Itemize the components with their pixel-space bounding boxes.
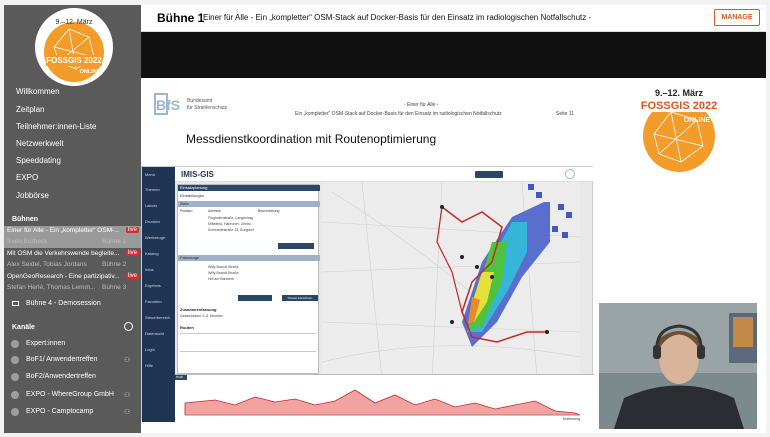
manage-button[interactable]: MANAGE	[714, 9, 760, 26]
nav-expo[interactable]: EXPO	[16, 173, 39, 182]
app-title: IMIS-GIS	[181, 170, 214, 179]
vehicle-row: Willy-Brandt-Straße	[208, 265, 239, 269]
slide-header-line1: - Einer für Alle -	[404, 102, 439, 108]
channel-avatar	[11, 340, 19, 348]
talk-title: Einer für Alle - Ein „kompletter“ OSM-Stack auf Docker-Basis für den Einsatz im radiologischen Notfallschutz -	[203, 13, 592, 22]
main-area	[141, 5, 766, 433]
stage-item-1[interactable]	[4, 226, 141, 237]
svg-text:9.–12. März: 9.–12. März	[55, 19, 93, 26]
table-header: Adresse	[208, 209, 221, 213]
imis-app-screenshot	[141, 166, 593, 421]
stages-header: Bühnen	[12, 216, 39, 223]
app-nav-item: Werkzeuge	[145, 235, 166, 240]
stage-title: OpenGeoResearch - Eine partizipativ...	[7, 273, 120, 280]
stage-name: Bühne 1	[157, 11, 205, 25]
app-nav-item: Ergebnis	[145, 283, 161, 288]
summary-text: Gesamtdauer 2:11 Stunden	[180, 314, 223, 318]
stage-speakers: Stefan Herlé, Thomas Lemm...	[7, 284, 96, 291]
map-view	[322, 182, 580, 379]
vehicle-row: Willy-Brandt-Straße	[208, 271, 239, 275]
channel-avatar	[11, 356, 19, 364]
nav-willkommen[interactable]: Willkommen	[16, 87, 60, 96]
app-nav-item: Drucken	[145, 219, 160, 224]
divider	[180, 351, 316, 352]
fossgis-logo[interactable]	[34, 7, 114, 87]
app-nav-item: Infos	[145, 267, 154, 272]
sidebar	[4, 5, 141, 433]
app-nav-item: Menü	[145, 172, 156, 177]
users-icon: ⚇	[124, 392, 131, 399]
panel-toolbar	[238, 295, 272, 301]
calculate-routes-button: Routen berechnen	[282, 295, 318, 301]
stage-title: Mit OSM die Verkehrswende begleite...	[7, 250, 120, 257]
slide-title: Messdienstkoordination mit Routenoptimierung	[186, 132, 437, 146]
divider	[180, 333, 316, 334]
channel-item[interactable]	[4, 371, 141, 385]
monitor-icon	[12, 301, 19, 306]
fossgis-slide-logo	[629, 84, 729, 174]
panel-section: Ziele	[178, 201, 320, 207]
elevation-profile	[175, 374, 594, 422]
slide-header-line2: Ein „kompletter“ OSM-Stack auf Docker-Basis für den Einsatz im radiologischen Notfallschutz	[295, 111, 502, 117]
panel-title: Einsatzplanung	[178, 185, 320, 191]
table-header: Beschreibung	[258, 209, 280, 213]
channel-label: BoF1/ Anwendertreffen	[26, 356, 98, 363]
slide-page: Seite 11	[556, 111, 574, 117]
stage-header	[141, 5, 766, 32]
nav-netzwerkwelt[interactable]: Netzwerkwelt	[16, 139, 64, 148]
stage-meta-3[interactable]	[4, 283, 141, 294]
planning-panel	[177, 184, 319, 374]
nav-teilnehmer[interactable]: Teilnehmer:innen-Liste	[16, 122, 97, 131]
speaker-webcam	[599, 303, 757, 429]
channel-label: BoF2/Anwendertreffen	[26, 373, 96, 380]
stage-meta-1[interactable]	[4, 237, 141, 248]
stage-meta-2[interactable]	[4, 260, 141, 271]
panel-section: Zusammenfassung	[180, 307, 217, 312]
panel-section: Routen	[180, 325, 194, 330]
app-nav-item: Datensicht	[145, 331, 164, 336]
live-badge: live	[128, 273, 138, 279]
compass-icon[interactable]	[124, 322, 133, 331]
users-icon: ⚇	[124, 409, 131, 416]
svg-text:ONLINE: ONLINE	[683, 117, 711, 124]
table-row: Schmiedestraße 23, Burgdorf	[208, 228, 254, 232]
svg-text:FOSSGIS 2022: FOSSGIS 2022	[640, 100, 718, 112]
channel-item[interactable]	[4, 354, 141, 368]
table-row: Mittelfeld, Hannover, Zentru	[208, 222, 251, 226]
svg-text:BfS: BfS	[156, 97, 181, 113]
live-badge: live	[128, 250, 138, 256]
channel-avatar	[11, 408, 19, 416]
stage-room: Bühne 3	[102, 284, 127, 291]
app-bfs-mark	[565, 169, 575, 179]
app-topbar	[175, 167, 594, 182]
stage-room: Bühne 2	[102, 261, 127, 268]
table-header: Position	[180, 209, 193, 213]
channel-avatar	[11, 391, 19, 399]
svg-text:Bundesamt: Bundesamt	[187, 98, 213, 104]
channel-item[interactable]	[4, 389, 141, 403]
video-letterbox	[141, 32, 766, 78]
bfs-logo	[153, 90, 228, 118]
svg-text:für Strahlenschutz: für Strahlenschutz	[187, 105, 228, 111]
app-nav-item: Themen	[145, 187, 160, 192]
users-icon: ⚇	[124, 357, 131, 364]
table-row: Flughafenstraße, Langenhag	[208, 216, 253, 220]
stage-item-4[interactable]	[4, 299, 141, 311]
channel-label: EXPO - Camptocamp	[26, 408, 94, 415]
live-badge: live	[128, 227, 138, 233]
app-nav-item: Katalog	[145, 251, 159, 256]
profile-label: Profil	[175, 375, 187, 380]
profile-axis-label: Entfernung	[563, 417, 581, 421]
stage-title: Einer für Alle - Ein „kompletter“ OSM-...	[7, 227, 120, 234]
panel-toolbar	[278, 243, 314, 249]
svg-text:9.–12. März: 9.–12. März	[654, 88, 704, 98]
stage-item-2[interactable]	[4, 249, 141, 260]
channels-header: Kanäle	[12, 324, 35, 331]
presentation-slide	[141, 78, 766, 433]
stage-speakers: Alex Seidel, Tobias Jordans	[7, 261, 87, 268]
channel-item[interactable]	[4, 338, 141, 352]
channel-item[interactable]	[4, 406, 141, 420]
svg-text:FOSSGIS 2022: FOSSGIS 2022	[46, 56, 102, 65]
app-sidebar	[142, 167, 175, 422]
vehicle-row: Hof am Bauwerk	[208, 277, 234, 281]
channel-avatar	[11, 373, 19, 381]
nav-jobboerse[interactable]: Jobbörse	[16, 191, 49, 200]
app-nav-item: Labors	[145, 203, 158, 208]
app-search-field	[475, 171, 503, 178]
panel-section: Einstellungen	[180, 193, 205, 198]
stage-title: Bühne 4 - Demosession	[26, 300, 101, 307]
app-nav-item: Favoriten	[145, 299, 162, 304]
nav-zeitplan[interactable]: Zeitplan	[16, 105, 45, 114]
channel-label: EXPO - WhereGroup GmbH	[26, 391, 114, 398]
app-nav-item: Steuerbereich	[145, 315, 170, 320]
stage-room: Bühne 1	[102, 238, 127, 245]
svg-text:ONLINE: ONLINE	[79, 69, 101, 75]
panel-section: Fahrzeuge	[178, 255, 320, 261]
channel-label: Expert:innen	[26, 340, 66, 347]
app-nav-item: Login	[145, 347, 155, 352]
app-nav-item: Hilfe	[145, 363, 154, 368]
stage-speakers: Sven Burbeck	[7, 238, 48, 245]
nav-speeddating[interactable]: Speeddating	[16, 156, 61, 165]
stage-item-3[interactable]	[4, 272, 141, 283]
